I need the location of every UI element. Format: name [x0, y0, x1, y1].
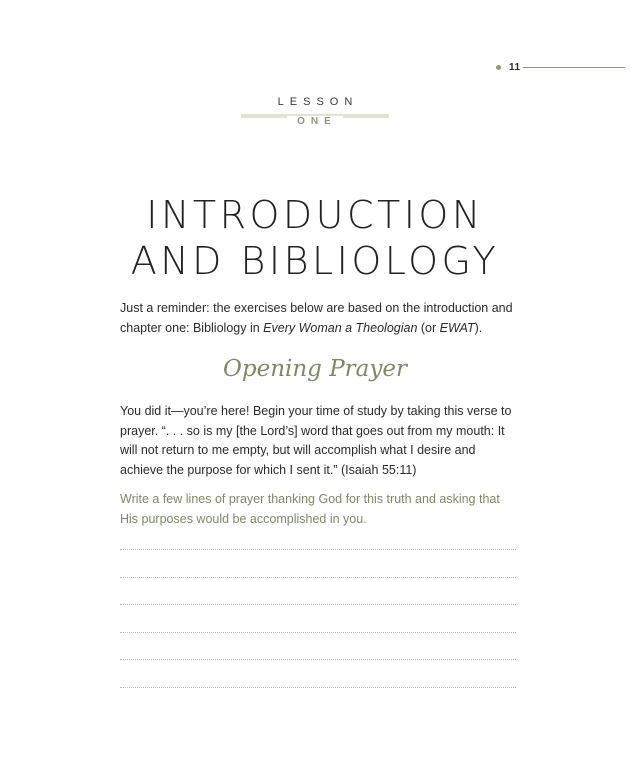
prayer-prompt: Write a few lines of prayer thanking God for this truth and asking that His purposes would be accomplished in you.: [120, 492, 500, 526]
page-title-line-2: AND BIBLIOLOGY: [130, 239, 500, 283]
writing-line: [120, 659, 516, 660]
lesson-header: [0, 96, 630, 127]
lesson-label: LESSON: [277, 96, 359, 108]
page-number: [496, 62, 521, 73]
writing-line: [120, 632, 516, 633]
writing-line: [120, 549, 516, 550]
lesson-number: ONE: [287, 116, 343, 128]
prompt-block: [120, 490, 520, 529]
intro-text-1: Just a reminder: the exercises below are based on the introduction and chapter one: Bibliology in: [120, 301, 513, 335]
intro-book-abbreviation: EWAT: [439, 320, 475, 335]
writing-line: [120, 687, 516, 688]
intro-text-2: (or: [417, 320, 440, 335]
page-number-text: 11: [509, 62, 521, 73]
intro-paragraph: [120, 299, 520, 338]
lesson-number-row: [241, 111, 389, 127]
page-title: [0, 192, 630, 284]
verse-block: [120, 402, 520, 480]
page-number-dot: [496, 65, 501, 70]
intro-book-title: Every Woman a Theologian: [263, 320, 418, 335]
writing-line: [120, 604, 516, 605]
verse-paragraph: You did it—you’re here! Begin your time of study by taking this verse to prayer. “. . . so is my [the Lord’s] word that goes out from my mouth: It will not return to me empty, but will accomplish what I desire and achieve the purpose for which I sent it.” (Isaiah 55:11): [120, 404, 512, 477]
page-number-rule: [523, 67, 625, 68]
intro-text-3: ).: [474, 320, 483, 335]
writing-lines: [120, 549, 516, 714]
page-title-line-1: INTRODUCTION: [146, 193, 484, 237]
section-heading: Opening Prayer: [223, 356, 407, 382]
writing-line: [120, 577, 516, 578]
intro-block: [120, 299, 520, 338]
